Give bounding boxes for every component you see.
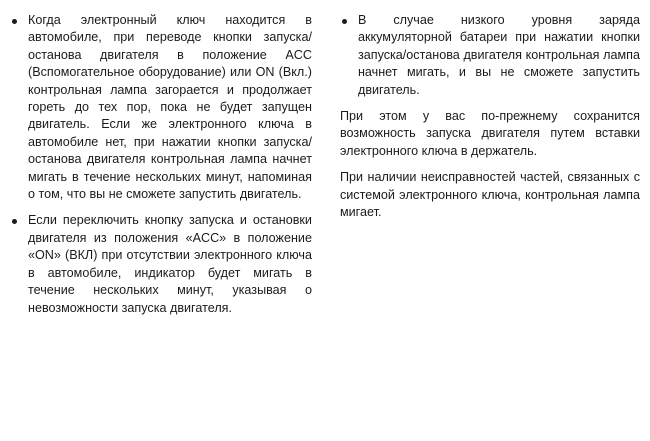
right-bullet-list bbox=[340, 12, 640, 99]
list-item bbox=[10, 12, 312, 203]
paragraph-text: Когда электронный ключ находится в автомобиле, при переводе кнопки запуска/останова двигателя в положение ACC (Вспомогательное оборудование) или ON (Вкл.) контрольная лампа загорается и продолжает гореть до тех пор, пока не будет запущен двигатель. Если же электронного ключа в автомобиле нет, при нажатии кнопки запуска/останова двигателя контрольная лампа начнет мигать в течение нескольких минут, напоминая о том, что вы не сможете запустить двигатель. bbox=[28, 13, 312, 202]
paragraph-text: При наличии неисправностей частей, связанных с системой электронного ключа, контрольная лампа мигает. bbox=[339, 170, 640, 220]
list-item bbox=[10, 212, 312, 316]
paragraph-text: При этом у вас по-прежнему сохранится возможность запуска двигателя путем вставки электронного ключа в держатель. bbox=[339, 109, 640, 158]
bullet-dot-icon bbox=[12, 19, 17, 24]
paragraph-text: В случае низкого уровня заряда аккумуляторной батареи при нажатии кнопки запуска/останова двигателя контрольная лампа начнет мигать, и вы не сможете запустить двигатель. bbox=[357, 13, 640, 97]
right-column bbox=[330, 12, 640, 441]
list-item bbox=[340, 12, 640, 99]
paragraph-text: Если переключить кнопку запуска и остановки двигателя из положения «ACC» в положение «ON» (ВКЛ) при отсутствии электронного ключа в автомобиле, индикатор будет мигать в течение нескольких минут, указывая о невозможности запуска двигателя. bbox=[28, 213, 312, 315]
bullet-dot-icon bbox=[342, 19, 347, 24]
right-plain-paragraphs bbox=[340, 108, 640, 221]
left-bullet-list bbox=[10, 12, 312, 317]
left-column bbox=[10, 12, 330, 441]
bullet-dot-icon bbox=[12, 219, 17, 224]
